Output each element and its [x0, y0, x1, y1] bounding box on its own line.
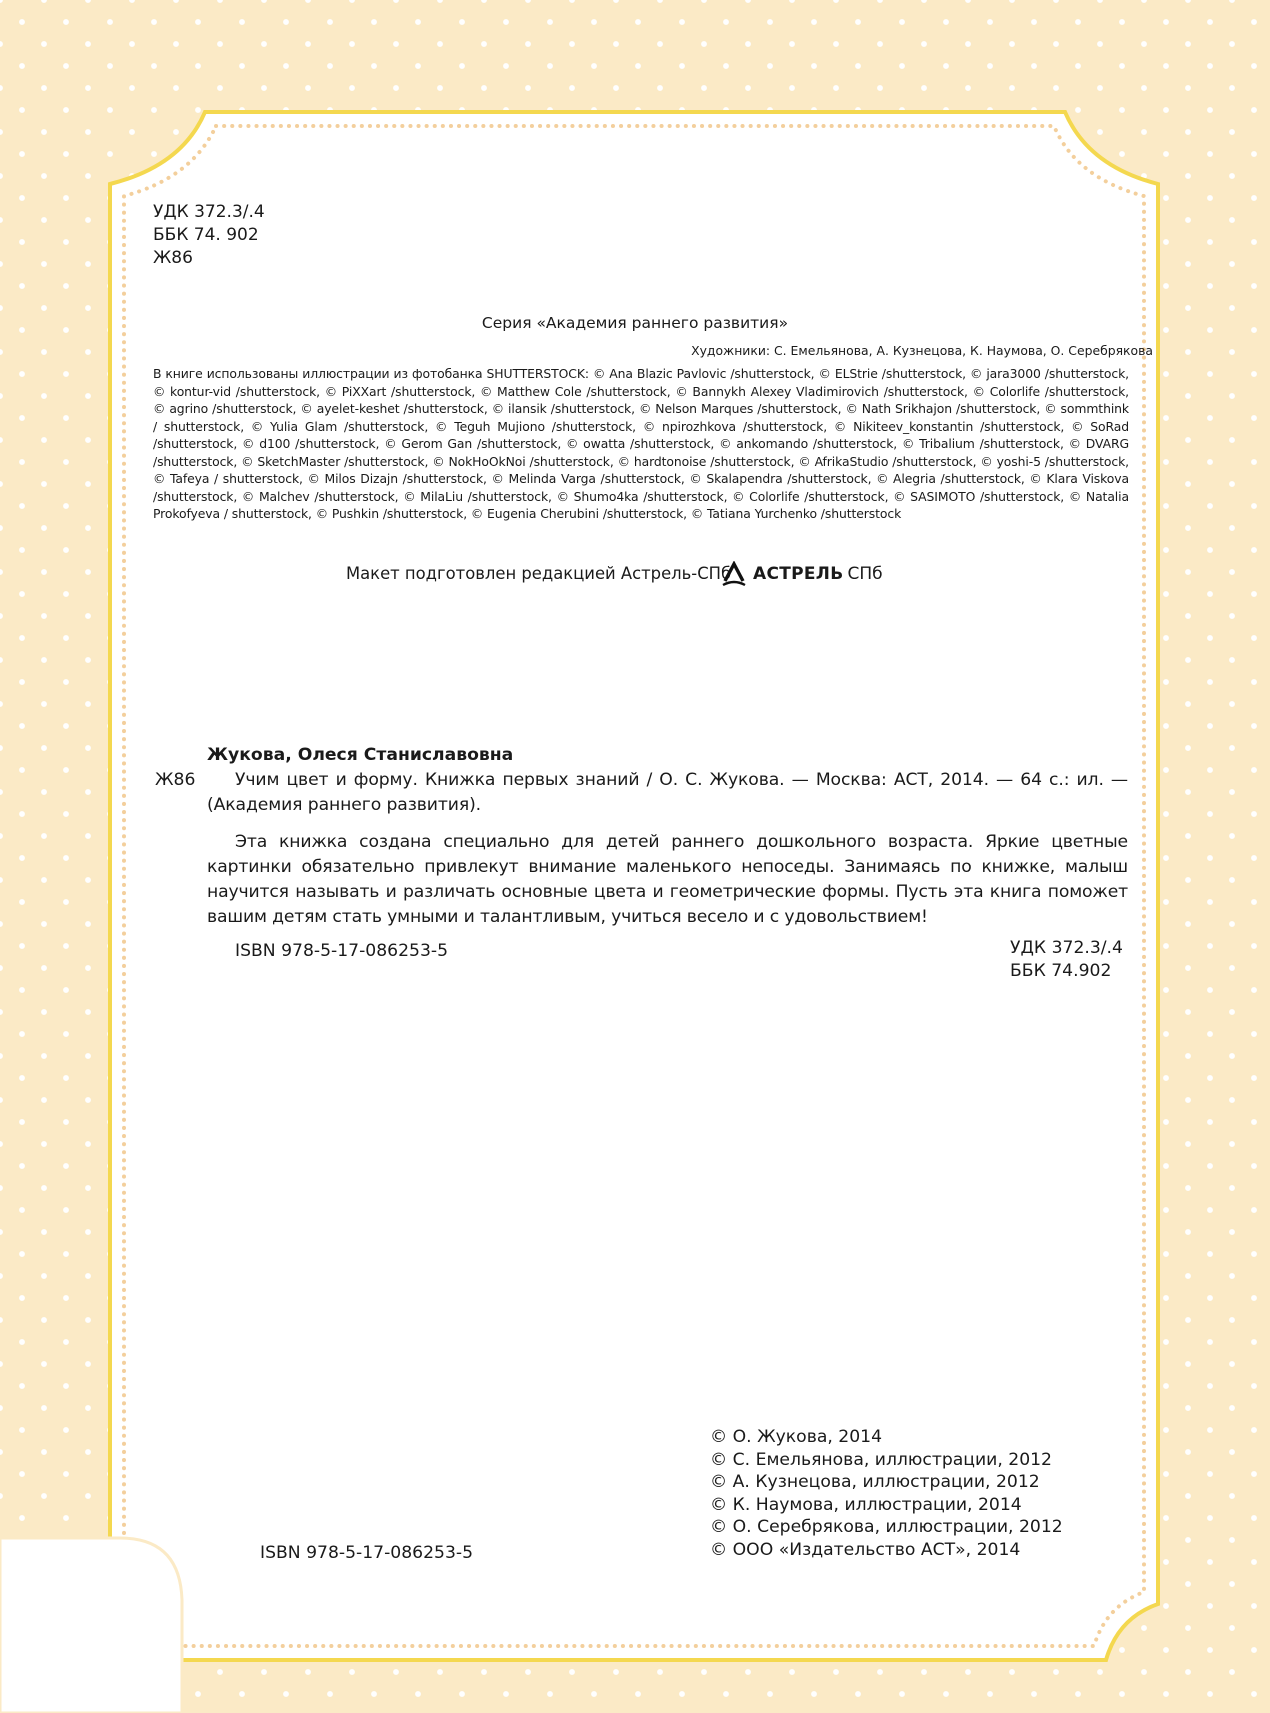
record-author-mark: Ж86: [155, 770, 196, 790]
corner-card: [0, 1538, 182, 1713]
copyright-line: © О. Серебрякова, иллюстрации, 2012: [710, 1517, 1063, 1537]
logo-brand: АСТРЕЛЬ: [753, 564, 844, 584]
copyright-line: © К. Наумова, иллюстрации, 2014: [710, 1494, 1022, 1515]
astrel-logo-icon: [721, 561, 747, 587]
record-bibliographic: Учим цвет и форму. Книжка первых знаний / О. С. Жукова. — Москва: АСТ, 2014. — 64 с.: ил. — (Академия раннего развития).: [207, 770, 1128, 815]
copyright-line: © О. Жукова, 2014: [710, 1427, 883, 1447]
artists-text: Художники: С. Емельянова, А. Кузнецова, К. Наумова, О. Серебрякова: [691, 343, 1153, 358]
udk-code: УДК 372.3/.4: [153, 202, 265, 222]
bbk-code: ББК 74. 902: [153, 225, 259, 245]
author-mark: Ж86: [153, 248, 193, 268]
record-annotation: Эта книжка создана специально для детей раннего дошкольного возраста. Яркие цветные картинки обязательно привлекут внимание маленького непоседы. Занимаясь по книжке, малыш научится называть и различать основные цвета и геометрические формы. Пусть эта книга поможет вашим детям стать умными и талантливым, учиться весело и с удовольствием!: [207, 832, 1128, 927]
prepared-by: Макет подготовлен редакцией Астрель-СПб: [346, 564, 732, 583]
logo-suffix: СПб: [847, 564, 883, 584]
series-title: Серия «Академия раннего развития»: [481, 314, 789, 332]
footer-isbn: ISBN 978-5-17-086253-5: [260, 1543, 474, 1563]
record-author: Жукова, Олеся Станиславовна: [207, 745, 514, 765]
copyright-line: © А. Кузнецова, иллюстрации, 2012: [710, 1472, 1040, 1492]
record-udk: УДК 372.3/.4: [1010, 938, 1123, 958]
copyright-list: [710, 1426, 1063, 1561]
record-isbn: ISBN 978-5-17-086253-5: [235, 941, 449, 961]
publisher-logo: [721, 561, 883, 587]
copyright-line: © ООО «Издательство АСТ», 2014: [710, 1539, 1021, 1560]
record-bbk: ББК 74.902: [1010, 961, 1112, 981]
illustration-credits: В книге использованы иллюстрации из фотобанка SHUTTERSTOCK: © Ana Blazic Pavlovic /shutterstock, © ELStrie /shutterstock, © jara3000 /shutterstock, © kontur-vid /shutterstock, © PiXXart /shutterstock, © Matthew Cole /shutterstock, © Bannykh Alexey Vladimirovich /shutterstock, © Colorlife /shutterstock, © agrino /shutterstock, © ayelet-keshet /shutterstock, © ilansik /shutterstock, © Nelson Marques /shutterstock, © Nath Srikhajon /shutterstock, © sommthink / shutterstock, © Yulia Glam /shutterstock, © Teguh Mujiono /shutterstock, © npirozhkova /shutterstock, © Nikiteev_konstantin /shutterstock, © SoRad /shutterstock, © d100 /shutterstock, © Gerom Gan /shutterstock, © owatta /shutterstock, © ankomando /shutterstock, © Tribalium /shutterstock, © DVARG /shutterstock, © SketchMaster /shutterstock, © NokHoOkNoi /shutterstock, © hardtonoise /shutterstock, © AfrikaStudio /shutterstock, © yoshi-5 /shutterstock, © Tafeya / shutterstock, © Milos Dizajn /shutterstock, © Melinda Varga /shutterstock, © Skalapendra /shutterstock, © Alegria /shutterstock, © Klara Viskova /shutterstock, © Malchev /shutterstock, © MilaLiu /shutterstock, © Shumo4ka /shutterstock, © Colorlife /shutterstock, © SASIMOTO /shutterstock, © Natalia Prokofyeva / shutterstock, © Pushkin /shutterstock, © Eugenia Cherubini /shutterstock, © Tatiana Yurchenko /shutterstock: [153, 366, 1129, 521]
copyright-line: © С. Емельянова, иллюстрации, 2012: [710, 1449, 1052, 1470]
